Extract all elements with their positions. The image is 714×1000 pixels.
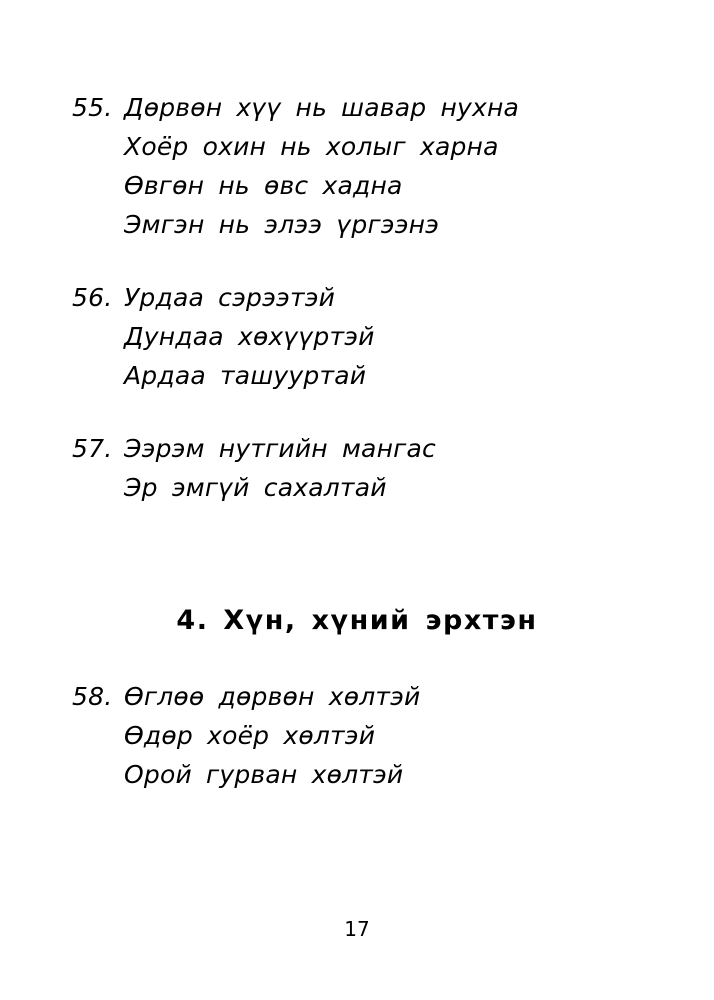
riddle-text: Урдаа сэрээтэй (124, 283, 336, 312)
riddle-line (72, 317, 672, 356)
riddle-56 (72, 278, 672, 395)
riddle-line (72, 677, 672, 716)
riddle-57 (72, 429, 672, 507)
riddle-text: Өглөө дөрвөн хөлтэй (124, 682, 421, 711)
riddle-text: Ардаа ташууртай (124, 361, 367, 390)
page-number: 17 (344, 917, 370, 941)
riddle-line (72, 429, 672, 468)
section-heading: 4. Хүн, хүний эрхтэн (176, 605, 538, 636)
riddle-line (72, 166, 672, 205)
riddle-55 (72, 88, 672, 244)
riddle-58 (72, 677, 672, 794)
riddle-text: Эр эмгүй сахалтай (124, 473, 387, 502)
riddle-line (72, 205, 672, 244)
riddle-number: 56. (72, 283, 113, 312)
riddle-text: Дундаа хөхүүртэй (124, 322, 375, 351)
riddle-number: 55. (72, 93, 113, 122)
riddle-text: Өвгөн нь өвс хадна (124, 171, 403, 200)
riddle-number: 57. (72, 434, 113, 463)
riddle-text: Дөрвөн хүү нь шавар нухна (124, 93, 520, 122)
riddle-text: Хоёр охин нь холыг харна (124, 132, 499, 161)
riddle-text: Орой гурван хөлтэй (124, 760, 404, 789)
riddle-line (72, 755, 672, 794)
riddle-line (72, 127, 672, 166)
riddle-line (72, 88, 672, 127)
riddle-line (72, 468, 672, 507)
riddle-text: Эмгэн нь элээ үргээнэ (124, 210, 440, 239)
riddle-line (72, 356, 672, 395)
riddle-line (72, 716, 672, 755)
riddle-text: Ээрэм нутгийн мангас (124, 434, 436, 463)
riddle-text: Өдөр хоёр хөлтэй (124, 721, 376, 750)
riddle-number: 58. (72, 682, 113, 711)
riddle-line (72, 278, 672, 317)
